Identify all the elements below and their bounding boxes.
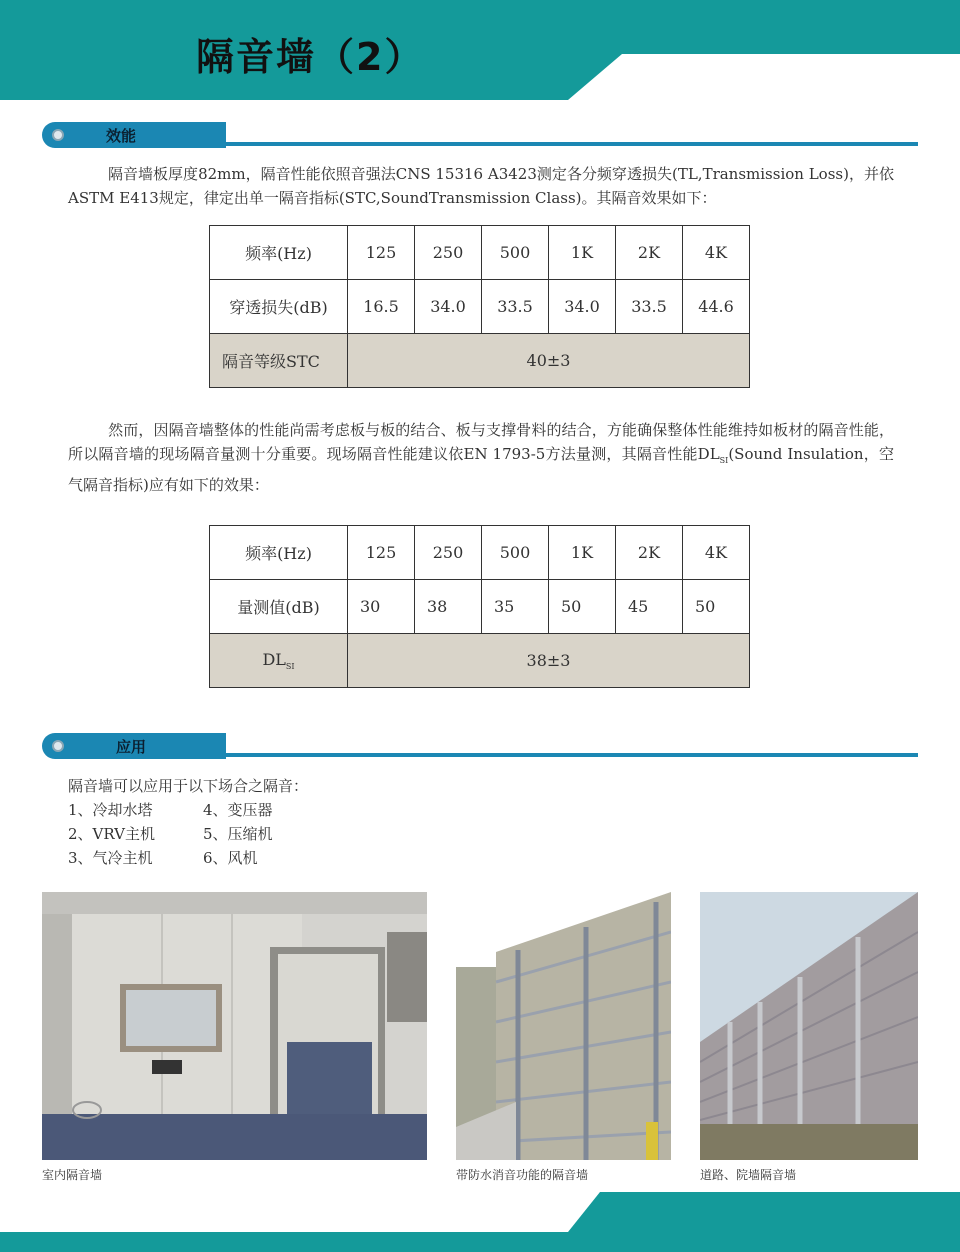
- photo-caption: 带防水消音功能的隔音墙: [456, 1168, 589, 1182]
- footer-band: [0, 1232, 960, 1252]
- section-bar-application: [42, 733, 918, 761]
- table-cell: 30: [348, 580, 415, 634]
- table-row: [210, 334, 750, 388]
- table-cell: 1K: [549, 226, 616, 280]
- table-cell: 33.5: [616, 280, 683, 334]
- table-header-cell: 量测值(dB): [210, 580, 348, 634]
- field-text-a: 然而，因隔音墙整体的性能尚需考虑板与板的结合、板与支撑骨料的结合，方能确保整体性能维持如板材的隔音性能，所以隔音墙的现场隔音量测十分重要。现场隔音性能建议依EN 1793-5方法量测，其隔音性能DL: [68, 421, 894, 463]
- table-cell: 4K: [683, 526, 750, 580]
- table-cell: 250: [415, 226, 482, 280]
- table-cell: 45: [616, 580, 683, 634]
- table-cell: 16.5: [348, 280, 415, 334]
- field-text-b: (Sound Insulation，空气隔音指标)应有如下的效果：: [68, 445, 894, 494]
- bullet-icon: [52, 129, 64, 141]
- application-list: [68, 774, 308, 870]
- dl-table: [209, 525, 750, 688]
- header-white-cut: [0, 0, 960, 100]
- table-header-cell: [210, 634, 348, 688]
- table-cell: 125: [348, 226, 415, 280]
- table-header-cell: 频率(Hz): [210, 226, 348, 280]
- table-cell: 50: [549, 580, 616, 634]
- table-cell: 250: [415, 526, 482, 580]
- bullet-icon: [52, 740, 64, 752]
- page-title: 隔音墙（2）: [196, 35, 425, 79]
- table-row: [210, 280, 750, 334]
- table-cell: 500: [482, 526, 549, 580]
- rating-label: DL: [262, 649, 286, 669]
- rating-cell: 38±3: [348, 634, 750, 688]
- table-cell: 34.0: [549, 280, 616, 334]
- table-header-cell: 频率(Hz): [210, 526, 348, 580]
- tl-table: [209, 225, 750, 388]
- list-item: [68, 846, 308, 870]
- photo-caption: 道路、院墙隔音墙: [700, 1168, 797, 1182]
- table-cell: 44.6: [683, 280, 750, 334]
- list-item-text: 1、冷却水塔: [68, 801, 153, 819]
- table-cell: 4K: [683, 226, 750, 280]
- list-item: [68, 822, 308, 846]
- subscript: SI: [285, 662, 295, 672]
- section-label: 应用: [116, 738, 147, 756]
- section-bar-performance: [42, 122, 918, 150]
- field-paragraph: [68, 418, 894, 497]
- table-cell: 34.0: [415, 280, 482, 334]
- header-band: [0, 0, 960, 100]
- photo-caption: 室内隔音墙: [42, 1168, 103, 1182]
- table-header-cell: 隔音等级STC: [210, 334, 348, 388]
- table-row: [210, 634, 750, 688]
- table-cell: 1K: [549, 526, 616, 580]
- table-header-cell: 穿透损失(dB): [210, 280, 348, 334]
- table-cell: 125: [348, 526, 415, 580]
- table-cell: 35: [482, 580, 549, 634]
- photo-road: [700, 892, 918, 1160]
- application-intro: 隔音墙可以应用于以下场合之隔音：: [68, 777, 309, 795]
- table-row: [210, 580, 750, 634]
- table-cell: 2K: [616, 226, 683, 280]
- list-item-text: 2、VRV主机: [68, 825, 155, 843]
- table-row: [210, 526, 750, 580]
- table-cell: 33.5: [482, 280, 549, 334]
- intro-paragraph: [68, 162, 894, 210]
- rating-cell: 40±3: [348, 334, 750, 388]
- list-item: [68, 798, 308, 822]
- list-item-text: 3、气冷主机: [68, 849, 153, 867]
- photo-waterproof: [456, 892, 671, 1160]
- list-item-text: 6、风机: [203, 849, 258, 867]
- subscript: SI: [719, 456, 729, 465]
- table-row: [210, 226, 750, 280]
- list-item-text: 5、压缩机: [203, 825, 273, 843]
- table-cell: 50: [683, 580, 750, 634]
- intro-text: 隔音墙板厚度82mm，隔音性能依照音强法CNS 15316 A3423测定各分频穿透损失(TL,Transmission Loss)，并依ASTM E413规定，律定出单一隔音指标(STC,SoundTransmission Class)。其隔音效果如下：: [68, 165, 894, 207]
- section-divider: [226, 753, 918, 757]
- section-divider: [226, 142, 918, 146]
- table-cell: 500: [482, 226, 549, 280]
- table-cell: 2K: [616, 526, 683, 580]
- table-cell: 38: [415, 580, 482, 634]
- section-label: 效能: [106, 127, 137, 145]
- list-item-text: 4、变压器: [203, 801, 273, 819]
- footer-shape: [0, 1192, 960, 1232]
- photo-indoor: [42, 892, 427, 1160]
